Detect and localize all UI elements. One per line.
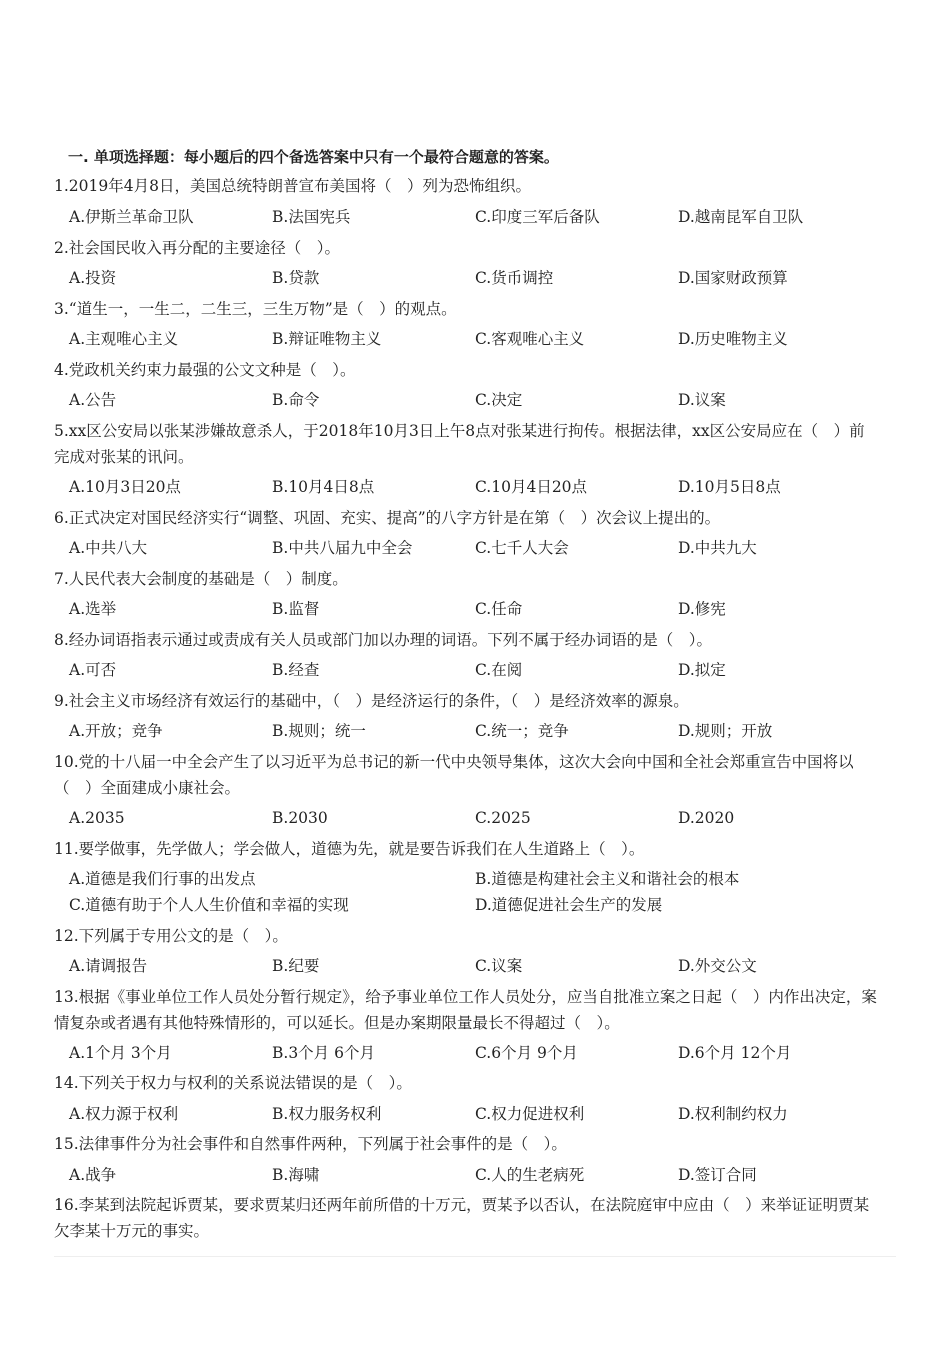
option-d[interactable]: D.道德促进社会生产的发展 — [475, 896, 663, 914]
option-c[interactable]: C.2025 — [475, 809, 531, 827]
question-8 — [54, 627, 880, 653]
option-c[interactable]: C.道德有助于个人人生价值和幸福的实现 — [69, 896, 349, 914]
option-a[interactable]: A.请调报告 — [69, 957, 148, 975]
option-c[interactable]: C.议案 — [475, 957, 523, 975]
option-b[interactable]: B.2030 — [272, 809, 328, 827]
question-12 — [54, 923, 880, 949]
question-text: 下列属于专用公文的是（ ）。 — [78, 927, 288, 945]
question-text: “道生一，一生二，二生三，三生万物”是（ ）的观点。 — [68, 300, 457, 318]
option-a[interactable]: A.10月3日20点 — [69, 478, 181, 496]
question-13 — [54, 984, 880, 1036]
option-c[interactable]: C.10月4日20点 — [475, 478, 588, 496]
option-a[interactable]: A.公告 — [69, 391, 117, 409]
option-d[interactable]: D.规则；开放 — [678, 722, 773, 740]
option-c[interactable]: C.在阅 — [475, 661, 523, 679]
options-1 — [69, 204, 889, 230]
question-number: 8. — [54, 631, 69, 649]
option-b[interactable]: B.法国宪兵 — [272, 208, 351, 226]
option-a[interactable]: A.开放；竞争 — [69, 722, 163, 740]
option-b[interactable]: B.道德是构建社会主义和谐社会的根本 — [475, 870, 740, 888]
option-d[interactable]: D.议案 — [678, 391, 726, 409]
question-text: 经办词语指表示通过或责成有关人员或部门加以办理的词语。下列不属于经办词语的是（ ）。 — [68, 631, 713, 649]
option-d[interactable]: D.中共九大 — [678, 539, 757, 557]
option-b[interactable]: B.10月4日8点 — [272, 478, 375, 496]
options-6 — [69, 535, 889, 561]
question-text: 正式决定对国民经济实行“调整、巩固、充实、提高”的八字方针是在第（ ）次会议上提出的。 — [68, 509, 721, 527]
question-3 — [54, 296, 880, 322]
question-9 — [54, 688, 880, 714]
question-text: 2019年4月8日，美国总统特朗普宣布美国将（ ）列为恐怖组织。 — [68, 177, 531, 195]
options-5 — [69, 474, 889, 500]
option-d[interactable]: D.权利制约权力 — [678, 1105, 788, 1123]
option-b[interactable]: B.规则；统一 — [272, 722, 366, 740]
option-d[interactable]: D.6个月 12个月 — [678, 1044, 792, 1062]
question-2 — [54, 235, 880, 261]
options-4 — [69, 387, 889, 413]
option-a[interactable]: A.伊斯兰革命卫队 — [69, 208, 194, 226]
option-b[interactable]: B.监督 — [272, 600, 320, 618]
option-a[interactable]: A.投资 — [69, 269, 117, 287]
option-b[interactable]: B.辩证唯物主义 — [272, 330, 382, 348]
section-title: 一. 单项选择题：每小题后的四个备选答案中只有一个最符合题意的答案。 — [68, 148, 559, 166]
option-a[interactable]: A.2035 — [69, 809, 125, 827]
options-9 — [69, 718, 889, 744]
option-d[interactable]: D.历史唯物主义 — [678, 330, 788, 348]
question-number: 5. — [54, 422, 69, 440]
option-b[interactable]: B.海啸 — [272, 1166, 320, 1184]
option-d[interactable]: D.2020 — [678, 809, 735, 827]
option-a[interactable]: A.1个月 3个月 — [69, 1044, 172, 1062]
question-6 — [54, 505, 880, 531]
options-12 — [69, 953, 889, 979]
question-number: 2. — [54, 239, 69, 257]
question-number: 13. — [54, 988, 79, 1006]
question-16 — [54, 1192, 880, 1244]
question-number: 3. — [54, 300, 69, 318]
question-number: 12. — [54, 927, 79, 945]
option-b[interactable]: B.中共八届九中全会 — [272, 539, 413, 557]
question-number: 11. — [54, 840, 79, 858]
options-10 — [69, 805, 889, 831]
option-d[interactable]: D.签订合同 — [678, 1166, 757, 1184]
question-15 — [54, 1131, 880, 1157]
options-15 — [69, 1162, 889, 1188]
option-c[interactable]: C.人的生老病死 — [475, 1166, 585, 1184]
question-number: 10. — [54, 753, 79, 771]
option-b[interactable]: B.命令 — [272, 391, 320, 409]
question-4 — [54, 357, 880, 383]
question-number: 15. — [54, 1135, 79, 1153]
options-11 — [69, 866, 889, 918]
option-d[interactable]: D.修宪 — [678, 600, 726, 618]
options-8 — [69, 657, 889, 683]
options-2 — [69, 265, 889, 291]
option-c[interactable]: C.客观唯心主义 — [475, 330, 585, 348]
option-c[interactable]: C.印度三军后备队 — [475, 208, 600, 226]
option-c[interactable]: C.决定 — [475, 391, 523, 409]
question-text: xx区公安局以张某涉嫌故意杀人，于2018年10月3日上午8点对张某进行拘传。根据法律，xx区公安局应在（ ）前完成对张某的讯问。 — [54, 422, 865, 466]
question-number: 1. — [54, 177, 69, 195]
question-text: 根据《事业单位工作人员处分暂行规定》，给予事业单位工作人员处分，应当自批准立案之日起（ ）内作出决定，案情复杂或者遇有其他特殊情形的，可以延长。但是办案期限量最长不得超过（ ）。 — [54, 988, 877, 1032]
options-13 — [69, 1040, 889, 1066]
question-number: 16. — [54, 1196, 79, 1214]
question-number: 6. — [54, 509, 69, 527]
option-c[interactable]: C.任命 — [475, 600, 523, 618]
option-a[interactable]: A.选举 — [69, 600, 117, 618]
option-b[interactable]: B.贷款 — [272, 269, 320, 287]
option-d[interactable]: D.10月5日8点 — [678, 478, 781, 496]
question-number: 9. — [54, 692, 69, 710]
option-d[interactable]: D.国家财政预算 — [678, 269, 788, 287]
question-text: 李某到法院起诉贾某，要求贾某归还两年前所借的十万元，贾某予以否认，在法院庭审中应由（ ）来举证证明贾某欠李某十万元的事实。 — [54, 1196, 870, 1240]
option-c[interactable]: C.货币调控 — [475, 269, 554, 287]
option-c[interactable]: C.6个月 9个月 — [475, 1044, 578, 1062]
option-b[interactable]: B.经查 — [272, 661, 320, 679]
option-c[interactable]: C.统一；竞争 — [475, 722, 569, 740]
option-d[interactable]: D.拟定 — [678, 661, 726, 679]
options-7 — [69, 596, 889, 622]
question-7 — [54, 566, 880, 592]
option-b[interactable]: B.纪要 — [272, 957, 320, 975]
question-text: 社会国民收入再分配的主要途径（ ）。 — [68, 239, 341, 257]
question-10 — [54, 749, 880, 801]
options-3 — [69, 326, 889, 352]
question-text: 党的十八届一中全会产生了以习近平为总书记的新一代中央领导集体，这次大会向中国和全社会郑重宣告中国将以（ ）全面建成小康社会。 — [54, 753, 854, 797]
option-b[interactable]: B.权力服务权利 — [272, 1105, 382, 1123]
option-a[interactable]: A.权力源于权利 — [69, 1105, 179, 1123]
question-11 — [54, 836, 880, 862]
page-divider — [54, 1256, 896, 1257]
options-14 — [69, 1101, 889, 1127]
option-a[interactable]: A.道德是我们行事的出发点 — [69, 870, 256, 888]
option-c[interactable]: C.权力促进权利 — [475, 1105, 585, 1123]
question-text: 法律事件分为社会事件和自然事件两种，下列属于社会事件的是（ ）。 — [78, 1135, 567, 1153]
question-number: 7. — [54, 570, 69, 588]
question-14 — [54, 1070, 880, 1096]
option-b[interactable]: B.3个月 6个月 — [272, 1044, 375, 1062]
option-d[interactable]: D.越南昆军自卫队 — [678, 208, 804, 226]
option-a[interactable]: A.主观唯心主义 — [69, 330, 179, 348]
question-text: 人民代表大会制度的基础是（ ）制度。 — [68, 570, 348, 588]
question-number: 14. — [54, 1074, 79, 1092]
option-d[interactable]: D.外交公文 — [678, 957, 757, 975]
question-text: 党政机关约束力最强的公文文种是（ ）。 — [68, 361, 356, 379]
question-number: 4. — [54, 361, 69, 379]
question-text: 下列关于权力与权利的关系说法错误的是（ ）。 — [78, 1074, 412, 1092]
option-a[interactable]: A.战争 — [69, 1166, 117, 1184]
question-text: 要学做事，先学做人；学会做人，道德为先，就是要告诉我们在人生道路上（ ）。 — [78, 840, 645, 858]
option-c[interactable]: C.七千人大会 — [475, 539, 569, 557]
question-text: 社会主义市场经济有效运行的基础中，（ ）是经济运行的条件，（ ）是经济效率的源泉。 — [68, 692, 689, 710]
option-a[interactable]: A.中共八大 — [69, 539, 148, 557]
option-a[interactable]: A.可否 — [69, 661, 117, 679]
question-1 — [54, 173, 880, 199]
question-5 — [54, 418, 880, 470]
